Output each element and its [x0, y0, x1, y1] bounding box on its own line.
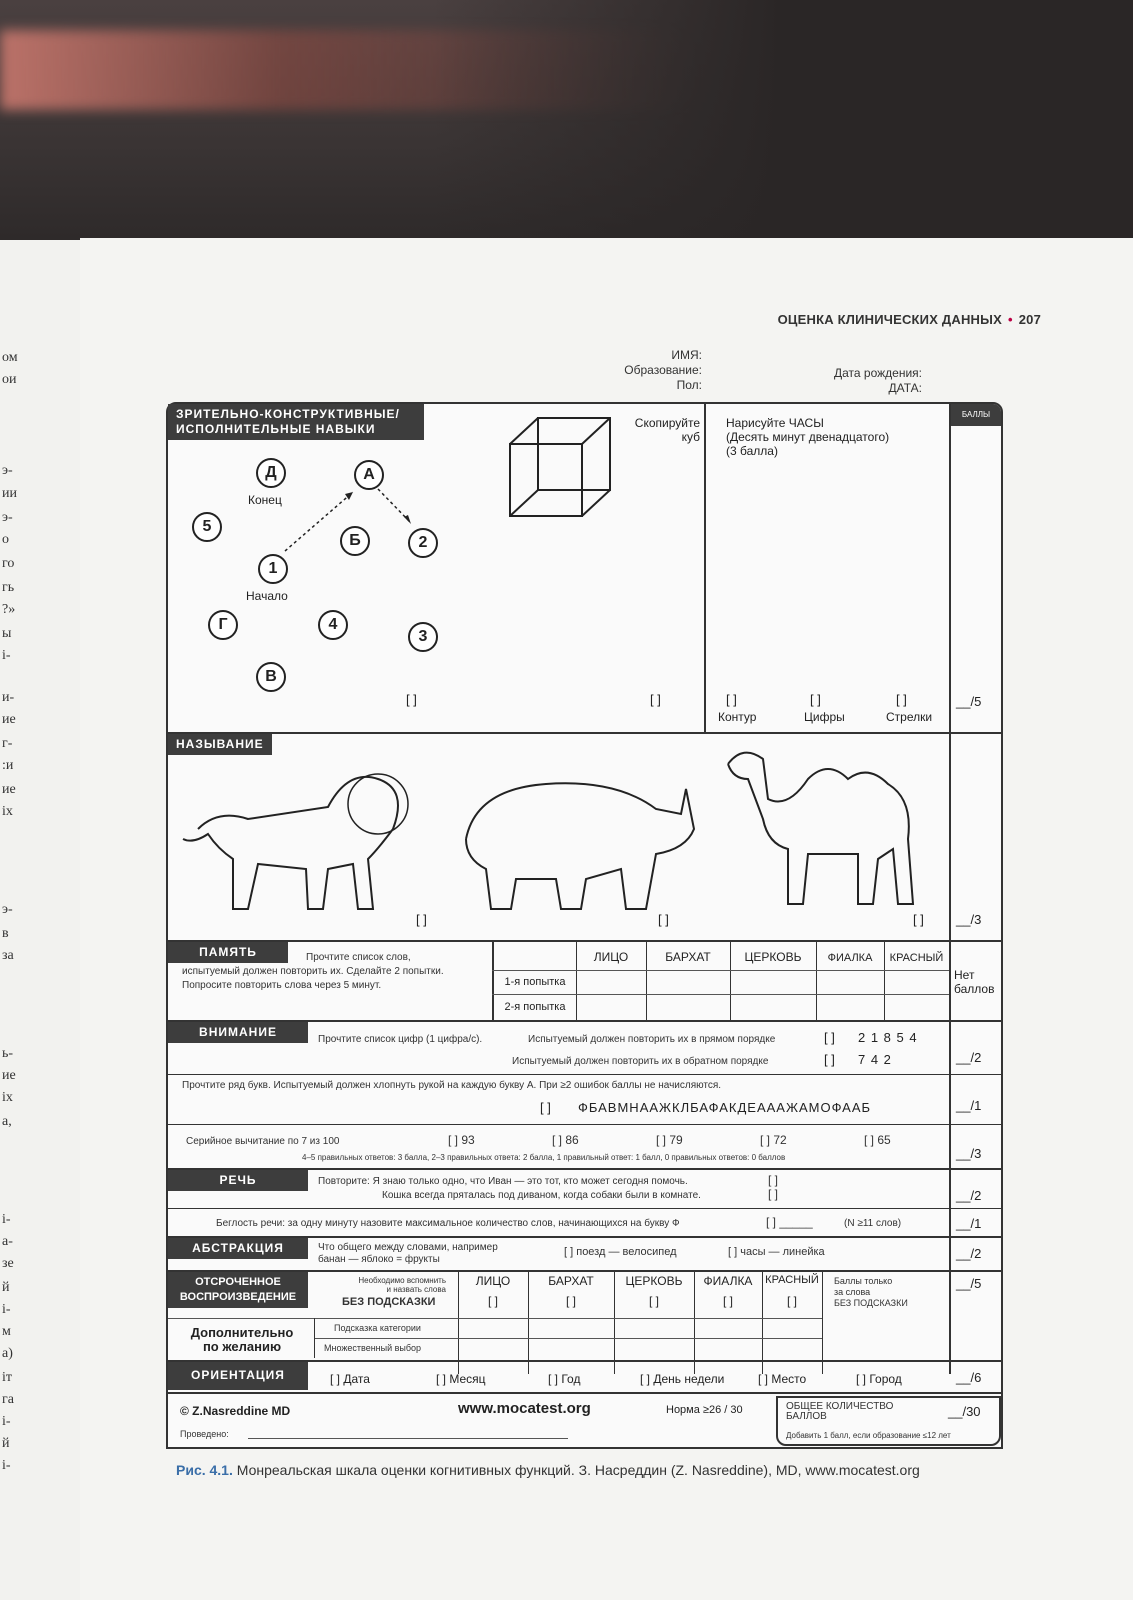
- digits-instruction: Прочтите список цифр (1 цифра/с).: [318, 1034, 483, 1045]
- recall-title-line1: ОТСРОЧЕННОЕ: [195, 1276, 281, 1288]
- backward-digits: 7 4 2: [858, 1052, 892, 1067]
- orientation-item[interactable]: [ ] Город: [856, 1372, 902, 1386]
- clock-numbers-box[interactable]: [ ]: [810, 692, 821, 707]
- figure-caption: [176, 1462, 920, 1478]
- recall-note-1: Баллы только: [834, 1276, 893, 1286]
- orientation-item-label: Город: [869, 1372, 902, 1386]
- conducted-line[interactable]: [248, 1438, 568, 1439]
- attention-title: ВНИМАНИЕ: [168, 1022, 308, 1043]
- fluency-note: (N ≥11 слов): [844, 1218, 902, 1229]
- page-number: 207: [1018, 312, 1041, 327]
- field-sex: Пол:: [676, 378, 702, 392]
- memory-instr-2: испытуемый должен повторить их. Сделайте 2 попытки.: [182, 966, 444, 977]
- memory-instr-3: Попросите повторить слова через 5 минут.: [182, 980, 382, 991]
- fluency-instruction: Беглость речи: за одну минуту назовите максимальное количество слов, начинающихся на букву Ф: [216, 1218, 680, 1229]
- conducted-label: Проведено:: [180, 1429, 229, 1439]
- serial-score[interactable]: __/3: [956, 1146, 982, 1161]
- photo-background: [0, 0, 1133, 240]
- memory-grid-row1: [492, 970, 949, 971]
- left-page-fragment: а-: [2, 1234, 13, 1249]
- total-score[interactable]: __/30: [948, 1404, 981, 1419]
- naming-row: [168, 732, 1001, 734]
- serial-79[interactable]: [ ] 79: [656, 1133, 683, 1147]
- fluency-score[interactable]: __/1: [956, 1216, 982, 1231]
- memory-word-2: БАРХАТ: [665, 950, 711, 964]
- clock-line3: (3 балла): [726, 444, 778, 458]
- left-page-fragment: го: [2, 556, 15, 571]
- serial-72-value: 72: [773, 1133, 787, 1147]
- left-page-fragment: г-: [2, 736, 13, 751]
- naming-score[interactable]: __/3: [956, 912, 982, 927]
- orientation-bottom: [168, 1392, 1001, 1394]
- recall-title-line2: ВОСПРОИЗВЕДЕНИЕ: [179, 1291, 297, 1303]
- left-page-fragment: и-: [2, 690, 15, 705]
- trail-node-1: 1: [258, 554, 288, 584]
- letters-score[interactable]: __/1: [956, 1098, 982, 1113]
- serial-65[interactable]: [ ] 65: [864, 1133, 891, 1147]
- copy-cube-instruction: [620, 416, 700, 444]
- speech-box-2[interactable]: [ ]: [768, 1187, 779, 1201]
- left-page-fragment: ь-: [2, 1046, 14, 1061]
- letters-instruction: Прочтите ряд букв. Испытуемый должен хлопнуть рукой на каждую букву А. При ≥2 ошибок баллы не начисляются.: [182, 1080, 722, 1091]
- memory-word-5: КРАСНЫЙ: [889, 952, 944, 964]
- recall-instr-1: Необходимо вспомнить: [358, 1276, 446, 1285]
- website[interactable]: www.mocatest.org: [458, 1400, 591, 1417]
- trail-lines: [168, 404, 708, 734]
- recall-score[interactable]: __/5: [956, 1276, 982, 1291]
- left-page-fragment: :и: [2, 758, 14, 773]
- serial-93[interactable]: [ ] 93: [448, 1133, 475, 1147]
- left-page-fragment: і-: [2, 1458, 11, 1473]
- forward-digits: 2 1 8 5 4: [858, 1030, 918, 1045]
- left-page-fragment: м: [2, 1324, 11, 1339]
- left-page-fragment: э-: [2, 463, 13, 478]
- header-fields-right: [760, 366, 922, 396]
- left-page-fragment: ие: [2, 712, 16, 727]
- left-page-fragment: і-: [2, 1414, 11, 1429]
- total-line1: ОБЩЕЕ КОЛИЧЕСТВО: [786, 1401, 894, 1412]
- category-hint: Подсказка категории: [334, 1323, 421, 1333]
- clock-line2: (Десять минут двенадцатого): [726, 430, 890, 444]
- caption-text: Монреальская шкала оценки когнитивных функций. З. Насреддин (Z. Nasreddine), MD, www.mocatest.org: [236, 1462, 920, 1478]
- orientation-item-label: Месяц: [449, 1372, 486, 1386]
- orientation-item[interactable]: [ ] Дата: [330, 1372, 370, 1386]
- recall-word-1: ЛИЦО: [475, 1274, 511, 1288]
- running-head-title: ОЦЕНКА КЛИНИЧЕСКИХ ДАННЫХ: [777, 312, 1002, 327]
- orientation-item-label: Год: [561, 1372, 581, 1386]
- recall-box-2[interactable]: [ ]: [565, 1294, 576, 1308]
- norm: Норма ≥26 / 30: [666, 1404, 743, 1416]
- fluency-box[interactable]: [ ] _____: [766, 1215, 813, 1229]
- recall-optional-line2: по желанию: [202, 1339, 282, 1354]
- camel-picture: [708, 739, 928, 919]
- left-page-fragment: іх: [2, 1090, 13, 1105]
- fluency-row: [168, 1208, 1001, 1209]
- total-box: [776, 1396, 1001, 1446]
- memory-word-1: ЛИЦО: [593, 950, 629, 964]
- trail-node-g: Г: [208, 610, 238, 640]
- score-column-divider: [949, 404, 951, 1374]
- recall-note-3: БЕЗ ПОДСКАЗКИ: [834, 1298, 908, 1308]
- orientation-title: ОРИЕНТАЦИЯ: [168, 1362, 308, 1390]
- serial-86-value: 86: [565, 1133, 579, 1147]
- left-page-fragment: э-: [2, 902, 13, 917]
- recall-box-5[interactable]: [ ]: [786, 1294, 797, 1308]
- recall-word-5: КРАСНЫЙ: [765, 1274, 819, 1286]
- left-page-fragment: і-: [2, 1212, 11, 1227]
- left-page-fragment: ие: [2, 1068, 16, 1083]
- left-page-fragment: а,: [2, 1114, 12, 1129]
- speech-title: РЕЧЬ: [168, 1170, 308, 1191]
- copy-cube-line2: куб: [681, 430, 700, 444]
- memory-title: ПАМЯТЬ: [168, 942, 288, 963]
- digits-score[interactable]: __/2: [956, 1050, 982, 1065]
- speech-repeat-score[interactable]: __/2: [956, 1188, 982, 1203]
- serial-72[interactable]: [ ] 72: [760, 1133, 787, 1147]
- scores-header: БАЛЛЫ: [951, 404, 1001, 426]
- trail-node-4: 4: [318, 610, 348, 640]
- backward-box[interactable]: [ ]: [824, 1052, 835, 1067]
- left-page-fragment: за: [2, 948, 14, 963]
- bonus-note: Добавить 1 балл, если образование ≤12 лет: [786, 1431, 951, 1440]
- trail-score-box[interactable]: [ ]: [406, 692, 417, 707]
- recall-no-hint: БЕЗ ПОДСКАЗКИ: [342, 1296, 436, 1308]
- letters-sequence: ФБАВМНААЖКЛБАФАКДЕАААЖАМОФААБ: [578, 1100, 872, 1115]
- recall-word-2: БАРХАТ: [548, 1274, 594, 1288]
- left-page-fragment: ие: [2, 782, 16, 797]
- rhino-picture: [456, 769, 696, 919]
- left-page-fragment: о: [2, 532, 9, 547]
- left-page-fragment: в: [2, 926, 9, 941]
- total-label: [786, 1402, 893, 1422]
- recall-box-4[interactable]: [ ]: [722, 1294, 733, 1308]
- letters-row: [168, 1074, 1001, 1075]
- trail-node-v: В: [256, 662, 286, 692]
- recall-box-1[interactable]: [ ]: [487, 1294, 498, 1308]
- left-page-fragment: гь: [2, 580, 15, 595]
- recall-optional-label: [176, 1326, 308, 1354]
- recall-optional-left: [314, 1318, 315, 1358]
- recall-word-4: ФИАЛКА: [703, 1274, 753, 1288]
- recall-optional-line1: Дополнительно: [190, 1325, 294, 1340]
- naming-rhino-box[interactable]: [ ]: [658, 912, 669, 927]
- abstraction-instr-2: банан — яблоко = фрукты: [318, 1254, 440, 1265]
- recall-instr-2: и назвать слова: [386, 1285, 446, 1294]
- caption-label: Рис. 4.1.: [176, 1462, 233, 1478]
- memory-word-3: ЦЕРКОВЬ: [744, 950, 802, 964]
- trail-node-a: А: [354, 460, 384, 490]
- letters-box[interactable]: [ ]: [540, 1100, 551, 1115]
- serial-row: [168, 1124, 1001, 1125]
- naming-title: НАЗЫВАНИЕ: [168, 734, 272, 755]
- left-page-fragment: іт: [2, 1370, 13, 1385]
- recall-instr: [316, 1276, 446, 1294]
- recall-col5: [822, 1270, 823, 1374]
- clock-instruction: [726, 416, 889, 458]
- memory-trial-2: 2-я попытка: [504, 1001, 566, 1013]
- orientation-item-label: Дата: [343, 1372, 370, 1386]
- memory-word-4: ФИАЛКА: [827, 952, 873, 964]
- clock-contour-label: Контур: [718, 710, 757, 724]
- left-page-fragment: ы: [2, 626, 12, 641]
- forward-instruction: Испытуемый должен повторить их в прямом порядке: [528, 1034, 776, 1045]
- serial-86[interactable]: [ ] 86: [552, 1133, 579, 1147]
- orientation-score[interactable]: __/6: [956, 1370, 982, 1385]
- clock-hands-box[interactable]: [ ]: [896, 692, 907, 707]
- left-page-fragment: і-: [2, 1302, 11, 1317]
- field-education: Образование:: [624, 363, 702, 377]
- multiple-choice: Множественный выбор: [324, 1343, 422, 1353]
- serial-note: 4–5 правильных ответов: 3 балла, 2–3 правильных ответа: 2 балла, 1 правильный ответ: 1 балл, 0 правильных ответов: 0 баллов: [302, 1153, 786, 1162]
- field-date: ДАТА:: [888, 381, 922, 395]
- trail-end-label: Конец: [248, 493, 282, 507]
- left-page-fragment: іх: [2, 804, 13, 819]
- recall-note-2: за слова: [834, 1287, 871, 1297]
- recall-box-3[interactable]: [ ]: [648, 1294, 659, 1308]
- left-page-fragment: ои: [2, 372, 17, 387]
- cube-figure: [506, 414, 618, 526]
- left-page-fragment: й: [2, 1280, 10, 1295]
- orientation-item[interactable]: [ ] День недели: [640, 1372, 725, 1386]
- recall-optional-mid: [314, 1338, 822, 1339]
- left-page-fragment: і-: [2, 648, 11, 663]
- recall-word-3: ЦЕРКОВЬ: [625, 1274, 683, 1288]
- orientation-item-label: Место: [771, 1372, 807, 1386]
- abstraction-instr-1: Что общего между словами, например: [318, 1242, 498, 1253]
- moca-form: [166, 402, 1003, 1449]
- trail-start-label: Начало: [246, 589, 288, 603]
- left-page-fragment: ?»: [2, 602, 16, 617]
- trail-node-5: 5: [192, 512, 222, 542]
- orientation-item[interactable]: [ ] Год: [548, 1372, 581, 1386]
- left-page-fragment: й: [2, 1436, 10, 1451]
- copy-cube-line1: Скопируйте: [634, 416, 700, 430]
- left-page-fragment: ии: [2, 486, 17, 501]
- trail-node-d: Д: [256, 458, 286, 488]
- memory-no-score-line2: баллов: [954, 982, 995, 996]
- clock-numbers-label: Цифры: [804, 710, 845, 724]
- memory-instr-1: Прочтите список слов,: [306, 952, 411, 963]
- visuo-score[interactable]: __/5: [956, 694, 982, 709]
- trail-node-2: 2: [408, 528, 438, 558]
- naming-lion-box[interactable]: [ ]: [416, 912, 427, 927]
- running-head: ОЦЕНКА КЛИНИЧЕСКИХ ДАННЫХ • 207: [777, 312, 1041, 327]
- serial-65-value: 65: [877, 1133, 891, 1147]
- speech-box-1[interactable]: [ ]: [768, 1173, 779, 1187]
- serial-93-value: 93: [461, 1133, 475, 1147]
- left-page-fragment: зе: [2, 1256, 14, 1271]
- trail-node-b: Б: [340, 526, 370, 556]
- speech-repeat-1: Повторите: Я знаю только одно, что Иван — это тот, кто может сегодня помочь.: [318, 1176, 688, 1187]
- orientation-item[interactable]: [ ] Место: [758, 1372, 807, 1386]
- memory-row: [168, 940, 1001, 942]
- abstraction-score[interactable]: __/2: [956, 1246, 982, 1261]
- photo-shadow: [433, 0, 1133, 240]
- naming-camel-box[interactable]: [ ]: [913, 912, 924, 927]
- lion-picture: [178, 749, 418, 919]
- clock-line1: Нарисуйте ЧАСЫ: [726, 416, 824, 430]
- orientation-item-label: День недели: [653, 1372, 725, 1386]
- orientation-item[interactable]: [ ] Месяц: [436, 1372, 486, 1386]
- copyright: © Z.Nasreddine MD: [180, 1404, 291, 1418]
- recall-note: [834, 1276, 908, 1309]
- visuo-title-line1: ЗРИТЕЛЬНО-КОНСТРУКТИВНЫЕ/: [176, 407, 400, 421]
- recall-title: [168, 1272, 308, 1308]
- trail-node-3: 3: [408, 622, 438, 652]
- serial-label: Серийное вычитание по 7 из 100: [186, 1136, 340, 1147]
- left-page-fragment: э-: [2, 510, 13, 525]
- memory-no-score: [954, 968, 994, 996]
- memory-grid-row2: [492, 994, 949, 995]
- abstraction-pair-1[interactable]: [ ] поезд — велосипед: [564, 1246, 677, 1258]
- abstraction-pair-2-text: часы — линейка: [740, 1246, 825, 1258]
- recall-optional-divider: [168, 1318, 822, 1319]
- backward-instruction: Испытуемый должен повторить их в обратном порядке: [512, 1056, 769, 1067]
- header-fields-left: [540, 348, 702, 393]
- memory-trial-1: 1-я попытка: [504, 976, 566, 988]
- field-birthdate: Дата рождения:: [834, 366, 922, 380]
- forward-box[interactable]: [ ]: [824, 1030, 835, 1045]
- memory-no-score-line1: Нет: [954, 968, 975, 982]
- visuo-title-line2: ИСПОЛНИТЕЛЬНЫЕ НАВЫКИ: [176, 422, 376, 436]
- abstraction-pair-2[interactable]: [ ] часы — линейка: [728, 1246, 825, 1258]
- speech-repeat-2: Кошка всегда пряталась под диваном, когда собаки были в комнате.: [382, 1190, 701, 1201]
- total-line2: БАЛЛОВ: [786, 1411, 827, 1422]
- left-page-fragment: а): [2, 1346, 13, 1361]
- left-page-fragment: ом: [2, 350, 18, 365]
- abstraction-title: АБСТРАКЦИЯ: [168, 1238, 308, 1259]
- clock-contour-box[interactable]: [ ]: [726, 692, 737, 707]
- left-page-fragment: га: [2, 1392, 14, 1407]
- cube-score-box[interactable]: [ ]: [650, 692, 661, 707]
- abstraction-pair-1-text: поезд — велосипед: [576, 1246, 677, 1258]
- clock-hands-label: Стрелки: [886, 710, 933, 724]
- serial-79-value: 79: [669, 1133, 683, 1147]
- field-name: ИМЯ:: [671, 348, 702, 362]
